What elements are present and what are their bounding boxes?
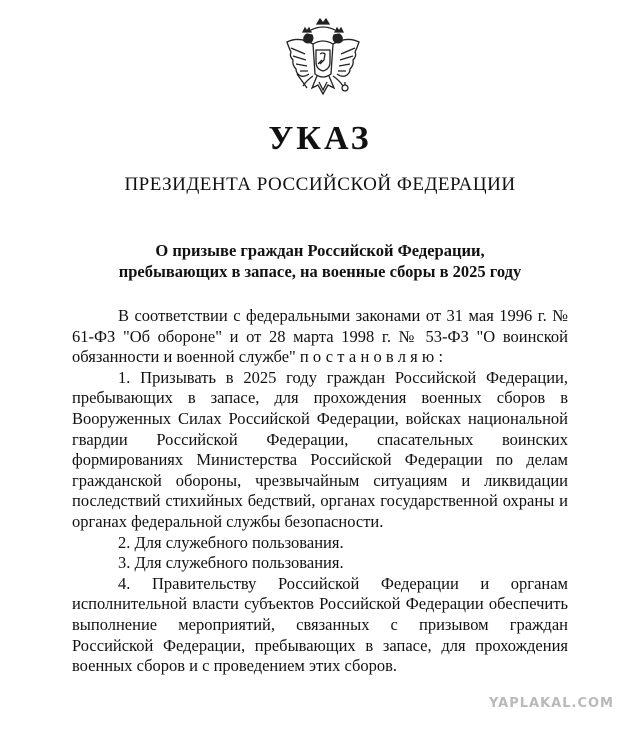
coat-of-arms-icon [283,16,363,102]
heading-line-2: пребывающих в запасе, на военные сборы в 2025 году [118,262,522,281]
document-subtitle: ПРЕЗИДЕНТА РОССИЙСКОЙ ФЕДЕРАЦИИ [124,174,516,195]
heading-line-1: О призыве граждан Российской Федерации, [155,241,485,260]
watermark: YAPLAKAL.COM [489,696,614,711]
decree-item-4: 4. Правительству Российской Федерации и органам исполнительной власти субъектов Российской Федерации обеспечить выполнение мероприятий, связанных с призывом граждан Российской Федерации, пребывающих в запасе, для прохождения военных сборов и с проведением этих сборов. [72,573,568,676]
preamble-paragraph [72,306,568,368]
preamble-text: В соответствии с федеральными законами от 31 мая 1996 г. № 61-ФЗ "Об обороне" и от 28 марта 1998 г. № 53-ФЗ "О воинской обязанности и военной службе" [72,306,568,367]
decree-word: постановляю: [299,347,448,367]
decree-body [72,306,568,677]
decree-heading [0,240,640,282]
decree-item-3: 3. Для служебного пользования. [118,553,344,573]
document-title: УКАЗ [268,120,372,157]
decree-item-1: 1. Призывать в 2025 году граждан Российской Федерации, пребывающих в запасе, для прохождения военных сборов в Вооруженных Силах Российской Федерации, войсках национальной гвардии Российской Федерации, спасательных воинских формированиях Министерства Российской Федерации по делам гражданской обороны, чрезвычайным ситуациям и ликвидации последствий стихийных бедствий, органах государственной охраны и органах федеральной службы безопасности. [72,367,568,531]
decree-item-2: 2. Для служебного пользования. [118,532,344,552]
